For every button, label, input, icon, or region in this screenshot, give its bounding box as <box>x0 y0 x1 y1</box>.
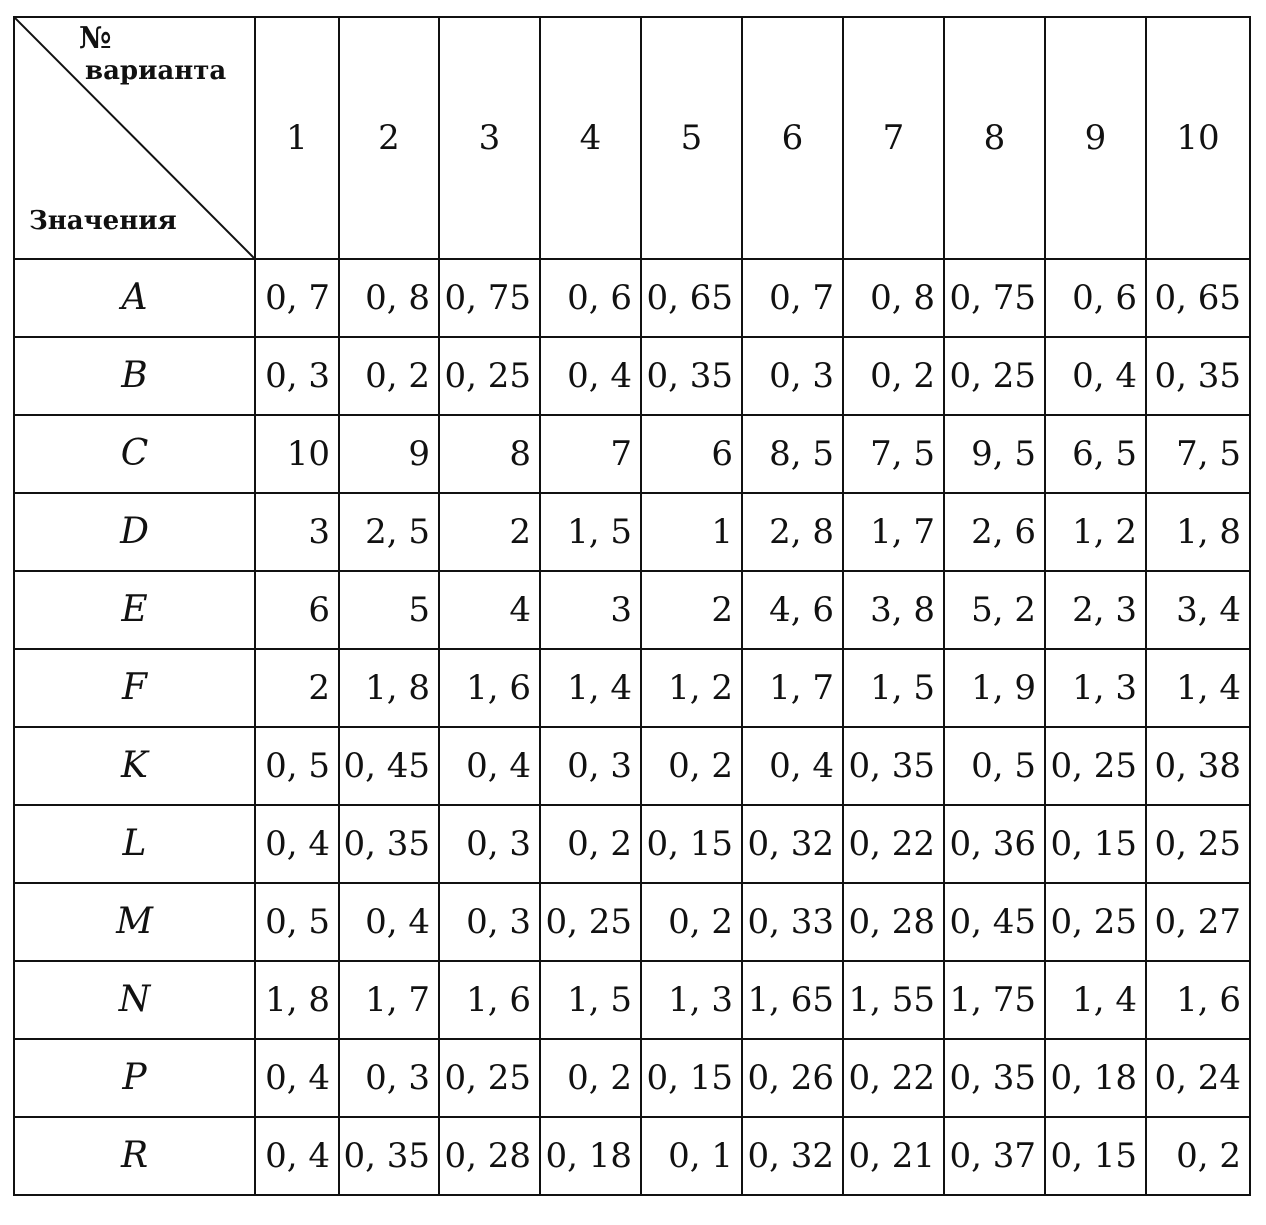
variant-header-8: 8 <box>944 17 1045 259</box>
table-cell: 0, 3 <box>540 727 641 805</box>
table-row <box>14 727 1250 805</box>
variants-table <box>13 16 1251 1196</box>
row-label: N <box>14 961 255 1039</box>
table-cell: 2 <box>255 649 339 727</box>
table-cell: 1, 6 <box>439 961 540 1039</box>
table-cell: 1, 5 <box>843 649 944 727</box>
table-cell: 0, 28 <box>439 1117 540 1195</box>
table-row <box>14 571 1250 649</box>
table-cell: 0, 35 <box>641 337 742 415</box>
row-label: A <box>14 259 255 337</box>
table-cell: 0, 3 <box>339 1039 439 1117</box>
table-cell: 0, 38 <box>1146 727 1250 805</box>
row-label: F <box>14 649 255 727</box>
row-label: M <box>14 883 255 961</box>
table-cell: 2 <box>641 571 742 649</box>
table-cell: 0, 15 <box>1045 1117 1146 1195</box>
table-cell: 6 <box>255 571 339 649</box>
table-cell: 1, 7 <box>339 961 439 1039</box>
table-cell: 0, 2 <box>641 883 742 961</box>
table-cell: 1, 6 <box>439 649 540 727</box>
row-label: L <box>14 805 255 883</box>
table-cell: 0, 21 <box>843 1117 944 1195</box>
table-cell: 0, 22 <box>843 1039 944 1117</box>
table-cell: 0, 75 <box>944 259 1045 337</box>
table-cell: 2, 5 <box>339 493 439 571</box>
table-cell: 0, 2 <box>540 805 641 883</box>
corner-cell <box>14 17 255 259</box>
table-cell: 1, 65 <box>742 961 843 1039</box>
table-cell: 0, 18 <box>540 1117 641 1195</box>
table-cell: 0, 4 <box>540 337 641 415</box>
table-cell: 0, 25 <box>944 337 1045 415</box>
table-cell: 1, 9 <box>944 649 1045 727</box>
variant-number-symbol: № <box>79 21 112 56</box>
table-cell: 0, 22 <box>843 805 944 883</box>
table-cell: 0, 1 <box>641 1117 742 1195</box>
table-cell: 2, 6 <box>944 493 1045 571</box>
table-cell: 0, 5 <box>255 727 339 805</box>
table-cell: 0, 35 <box>944 1039 1045 1117</box>
table-cell: 1, 8 <box>339 649 439 727</box>
values-label: Значения <box>29 206 177 236</box>
table-cell: 9, 5 <box>944 415 1045 493</box>
table-cell: 0, 25 <box>1045 727 1146 805</box>
table-cell: 9 <box>339 415 439 493</box>
table-cell: 0, 8 <box>339 259 439 337</box>
table-cell: 0, 25 <box>1146 805 1250 883</box>
table-cell: 1, 55 <box>843 961 944 1039</box>
table-cell: 0, 25 <box>439 337 540 415</box>
variant-header-1: 1 <box>255 17 339 259</box>
table-cell: 0, 15 <box>641 805 742 883</box>
table-cell: 0, 3 <box>439 883 540 961</box>
table-row <box>14 649 1250 727</box>
table-cell: 0, 35 <box>339 805 439 883</box>
table-cell: 8, 5 <box>742 415 843 493</box>
header-row <box>14 17 1250 259</box>
table-cell: 0, 32 <box>742 805 843 883</box>
table-cell: 0, 4 <box>255 805 339 883</box>
table-cell: 0, 8 <box>843 259 944 337</box>
variant-header-10: 10 <box>1146 17 1250 259</box>
table-cell: 4, 6 <box>742 571 843 649</box>
row-label: P <box>14 1039 255 1117</box>
table-cell: 1, 7 <box>843 493 944 571</box>
variant-header-4: 4 <box>540 17 641 259</box>
table-cell: 1, 3 <box>641 961 742 1039</box>
table-cell: 2 <box>439 493 540 571</box>
table-cell: 7 <box>540 415 641 493</box>
table-cell: 10 <box>255 415 339 493</box>
table-cell: 0, 4 <box>255 1117 339 1195</box>
table-cell: 0, 2 <box>843 337 944 415</box>
table-cell: 7, 5 <box>1146 415 1250 493</box>
table-cell: 3, 4 <box>1146 571 1250 649</box>
table-row <box>14 805 1250 883</box>
table-row <box>14 1039 1250 1117</box>
table-cell: 0, 65 <box>1146 259 1250 337</box>
table-cell: 1, 2 <box>1045 493 1146 571</box>
table-cell: 5, 2 <box>944 571 1045 649</box>
table-cell: 7, 5 <box>843 415 944 493</box>
table-cell: 0, 3 <box>439 805 540 883</box>
table-cell: 0, 5 <box>255 883 339 961</box>
table-cell: 0, 2 <box>540 1039 641 1117</box>
table-cell: 1, 8 <box>1146 493 1250 571</box>
variant-header-3: 3 <box>439 17 540 259</box>
table-cell: 8 <box>439 415 540 493</box>
table-cell: 0, 26 <box>742 1039 843 1117</box>
variant-header-7: 7 <box>843 17 944 259</box>
table-cell: 0, 25 <box>1045 883 1146 961</box>
table-cell: 1, 4 <box>540 649 641 727</box>
table-row <box>14 961 1250 1039</box>
table-row <box>14 883 1250 961</box>
variant-header-9: 9 <box>1045 17 1146 259</box>
table-row <box>14 415 1250 493</box>
table-cell: 0, 32 <box>742 1117 843 1195</box>
table-cell: 0, 2 <box>641 727 742 805</box>
table-cell: 0, 25 <box>540 883 641 961</box>
table-cell: 0, 24 <box>1146 1039 1250 1117</box>
table-cell: 1, 7 <box>742 649 843 727</box>
row-label: K <box>14 727 255 805</box>
table-cell: 0, 45 <box>339 727 439 805</box>
table-cell: 0, 28 <box>843 883 944 961</box>
table-cell: 1, 6 <box>1146 961 1250 1039</box>
table-cell: 0, 15 <box>1045 805 1146 883</box>
table-cell: 0, 35 <box>1146 337 1250 415</box>
table-cell: 0, 35 <box>843 727 944 805</box>
table-cell: 0, 25 <box>439 1039 540 1117</box>
table-cell: 0, 33 <box>742 883 843 961</box>
table-cell: 0, 4 <box>255 1039 339 1117</box>
table-cell: 2, 8 <box>742 493 843 571</box>
table-cell: 0, 2 <box>339 337 439 415</box>
table-cell: 0, 27 <box>1146 883 1250 961</box>
table-cell: 0, 2 <box>1146 1117 1250 1195</box>
table-cell: 0, 36 <box>944 805 1045 883</box>
table-row <box>14 337 1250 415</box>
table-cell: 0, 75 <box>439 259 540 337</box>
table-cell: 1, 2 <box>641 649 742 727</box>
table-cell: 1, 4 <box>1146 649 1250 727</box>
table-cell: 1, 3 <box>1045 649 1146 727</box>
table-cell: 3 <box>540 571 641 649</box>
table-cell: 0, 5 <box>944 727 1045 805</box>
table-cell: 6 <box>641 415 742 493</box>
table-cell: 0, 4 <box>742 727 843 805</box>
table-cell: 4 <box>439 571 540 649</box>
row-label: B <box>14 337 255 415</box>
table-cell: 1, 4 <box>1045 961 1146 1039</box>
variant-header-6: 6 <box>742 17 843 259</box>
variant-label: варианта <box>85 56 227 86</box>
table-row <box>14 259 1250 337</box>
table-cell: 0, 6 <box>1045 259 1146 337</box>
table-cell: 1, 5 <box>540 961 641 1039</box>
table-row <box>14 493 1250 571</box>
table-cell: 0, 45 <box>944 883 1045 961</box>
table-cell: 0, 37 <box>944 1117 1045 1195</box>
row-label: E <box>14 571 255 649</box>
table-cell: 1 <box>641 493 742 571</box>
table-cell: 0, 7 <box>255 259 339 337</box>
row-label: R <box>14 1117 255 1195</box>
table-row <box>14 1117 1250 1195</box>
variant-header-2: 2 <box>339 17 439 259</box>
table-cell: 0, 7 <box>742 259 843 337</box>
table-cell: 0, 35 <box>339 1117 439 1195</box>
table-cell: 0, 4 <box>339 883 439 961</box>
table-cell: 3 <box>255 493 339 571</box>
table-cell: 0, 18 <box>1045 1039 1146 1117</box>
row-label: C <box>14 415 255 493</box>
table-cell: 0, 4 <box>439 727 540 805</box>
table-cell: 1, 8 <box>255 961 339 1039</box>
table-cell: 0, 3 <box>255 337 339 415</box>
table-cell: 2, 3 <box>1045 571 1146 649</box>
table-cell: 0, 15 <box>641 1039 742 1117</box>
table-cell: 1, 75 <box>944 961 1045 1039</box>
table-cell: 1, 5 <box>540 493 641 571</box>
table-cell: 6, 5 <box>1045 415 1146 493</box>
table-cell: 0, 3 <box>742 337 843 415</box>
table-cell: 0, 6 <box>540 259 641 337</box>
table-cell: 3, 8 <box>843 571 944 649</box>
table-cell: 5 <box>339 571 439 649</box>
row-label: D <box>14 493 255 571</box>
table-cell: 0, 65 <box>641 259 742 337</box>
table-cell: 0, 4 <box>1045 337 1146 415</box>
variant-header-5: 5 <box>641 17 742 259</box>
